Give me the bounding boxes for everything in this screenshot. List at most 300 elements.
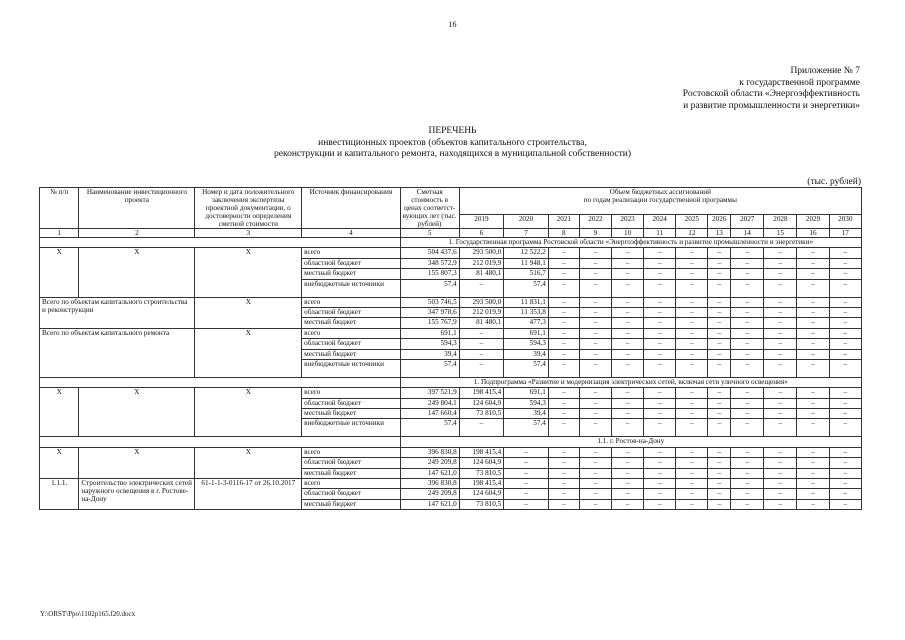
- funding-source-cell: всего: [302, 248, 400, 258]
- year-empty-cell: –: [797, 409, 829, 419]
- year-empty-cell: –: [731, 409, 764, 419]
- year-empty-cell: –: [548, 479, 579, 489]
- year-empty-cell: –: [829, 349, 861, 359]
- year-empty-cell: –: [731, 328, 764, 338]
- year-empty-cell: –: [579, 447, 611, 457]
- year-2020-cell: 39,4: [504, 349, 549, 359]
- year-empty-cell: –: [676, 479, 708, 489]
- year-empty-cell: –: [764, 419, 797, 437]
- year-empty-cell: –: [829, 458, 861, 468]
- header-project-name: Наименование инвестиционного проекта: [79, 188, 195, 229]
- year-empty-cell: –: [731, 359, 764, 377]
- year-empty-cell: –: [612, 419, 644, 437]
- year-empty-cell: –: [644, 328, 676, 338]
- year-empty-cell: –: [644, 248, 676, 258]
- year-empty-cell: –: [548, 489, 579, 499]
- year-empty-cell: –: [708, 479, 731, 489]
- cost-cell: 347 978,6: [400, 307, 459, 317]
- year-empty-cell: –: [612, 409, 644, 419]
- year-empty-cell: –: [676, 388, 708, 398]
- year-2020-cell: 691,1: [504, 328, 549, 338]
- year-2020-cell: 11 831,1: [504, 297, 549, 307]
- year-empty-cell: –: [708, 258, 731, 268]
- year-empty-cell: –: [829, 409, 861, 419]
- section-title: 1.1. г. Ростов-на-Дону: [400, 437, 861, 447]
- cost-cell: 57,4: [400, 359, 459, 377]
- appendix-line: Приложение № 7: [790, 66, 860, 76]
- year-empty-cell: –: [731, 458, 764, 468]
- year-empty-cell: –: [548, 258, 579, 268]
- cost-cell: 691,1: [400, 328, 459, 338]
- year-empty-cell: –: [829, 269, 861, 279]
- investment-table: [39, 187, 862, 510]
- year-empty-cell: –: [797, 279, 829, 297]
- project-name-cell: Х: [79, 447, 195, 478]
- year-empty-cell: –: [676, 339, 708, 349]
- year-empty-cell: –: [644, 269, 676, 279]
- year-empty-cell: –: [764, 349, 797, 359]
- cost-cell: 39,4: [400, 349, 459, 359]
- year-empty-cell: –: [797, 339, 829, 349]
- project-name-cell: Всего по объектам капитального строительства и реконструкции: [40, 297, 195, 328]
- table-row: [40, 248, 862, 258]
- row-number-cell: Х: [40, 248, 79, 297]
- year-empty-cell: –: [764, 328, 797, 338]
- year-2020-cell: 594,3: [504, 398, 549, 408]
- cost-cell: 147 660,4: [400, 409, 459, 419]
- year-empty-cell: –: [644, 339, 676, 349]
- cost-cell: 594,3: [400, 339, 459, 349]
- year-empty-cell: –: [708, 499, 731, 509]
- year-empty-cell: –: [548, 248, 579, 258]
- expertise-cell: Х: [195, 447, 302, 478]
- year-empty-cell: –: [764, 258, 797, 268]
- year-empty-cell: –: [676, 458, 708, 468]
- cost-cell: 348 572,9: [400, 258, 459, 268]
- header-year: 2028: [764, 214, 797, 228]
- year-empty-cell: –: [548, 409, 579, 419]
- year-empty-cell: –: [612, 349, 644, 359]
- document-subtitle: [0, 138, 905, 160]
- year-empty-cell: –: [708, 398, 731, 408]
- header-year: 2030: [829, 214, 861, 228]
- year-empty-cell: –: [708, 279, 731, 297]
- header-year: 2021: [548, 214, 579, 228]
- funding-source-cell: местный бюджет: [302, 499, 400, 509]
- year-empty-cell: –: [708, 359, 731, 377]
- year-empty-cell: –: [548, 398, 579, 408]
- year-empty-cell: –: [708, 388, 731, 398]
- year-2020-cell: 477,3: [504, 318, 549, 328]
- column-number: 3: [195, 229, 302, 238]
- year-empty-cell: –: [708, 468, 731, 478]
- year-empty-cell: –: [579, 489, 611, 499]
- year-empty-cell: –: [797, 388, 829, 398]
- year-empty-cell: –: [764, 398, 797, 408]
- year-empty-cell: –: [829, 419, 861, 437]
- cost-cell: 249 804,1: [400, 398, 459, 408]
- year-empty-cell: –: [676, 468, 708, 478]
- year-empty-cell: –: [644, 388, 676, 398]
- funding-source-cell: областной бюджет: [302, 398, 400, 408]
- year-empty-cell: –: [797, 328, 829, 338]
- year-empty-cell: –: [731, 468, 764, 478]
- year-empty-cell: –: [797, 359, 829, 377]
- year-empty-cell: –: [676, 499, 708, 509]
- appendix-block: [683, 66, 860, 112]
- column-number: 12: [676, 229, 708, 238]
- year-empty-cell: –: [644, 479, 676, 489]
- table-row: [40, 479, 862, 489]
- year-empty-cell: –: [708, 328, 731, 338]
- year-empty-cell: –: [797, 419, 829, 437]
- year-empty-cell: –: [579, 499, 611, 509]
- year-empty-cell: –: [579, 248, 611, 258]
- year-empty-cell: –: [764, 499, 797, 509]
- expertise-cell: Х: [195, 388, 302, 437]
- year-empty-cell: –: [764, 269, 797, 279]
- year-2019-cell: 124 604,9: [459, 398, 504, 408]
- year-empty-cell: –: [797, 489, 829, 499]
- funding-source-cell: местный бюджет: [302, 468, 400, 478]
- year-empty-cell: –: [612, 388, 644, 398]
- year-empty-cell: –: [708, 297, 731, 307]
- year-empty-cell: –: [579, 468, 611, 478]
- year-2019-cell: –: [459, 359, 504, 377]
- year-empty-cell: –: [612, 269, 644, 279]
- column-number: 16: [797, 229, 829, 238]
- year-empty-cell: –: [829, 279, 861, 297]
- year-empty-cell: –: [764, 307, 797, 317]
- unit-label: (тыс. рублей): [807, 177, 861, 187]
- year-empty-cell: –: [764, 279, 797, 297]
- year-empty-cell: –: [644, 398, 676, 408]
- header-year: 2027: [731, 214, 764, 228]
- funding-source-cell: областной бюджет: [302, 489, 400, 499]
- year-empty-cell: –: [644, 499, 676, 509]
- year-empty-cell: –: [644, 419, 676, 437]
- year-empty-cell: –: [579, 297, 611, 307]
- column-number: 8: [548, 229, 579, 238]
- year-empty-cell: –: [731, 279, 764, 297]
- year-empty-cell: –: [708, 318, 731, 328]
- year-empty-cell: –: [644, 307, 676, 317]
- cost-cell: 503 746,5: [400, 297, 459, 307]
- year-empty-cell: –: [731, 297, 764, 307]
- section-title: 1. Подпрограмма «Развитие и модернизация электрических сетей, включая сети уличного освещения»: [400, 377, 861, 387]
- year-2019-cell: –: [459, 328, 504, 338]
- appendix-line: Ростовской области «Энергоэффективность: [682, 89, 860, 99]
- year-empty-cell: –: [797, 398, 829, 408]
- cost-cell: 397 521,9: [400, 388, 459, 398]
- year-empty-cell: –: [708, 419, 731, 437]
- year-empty-cell: –: [764, 248, 797, 258]
- project-name-cell: Всего по объектам капитального ремонта: [40, 328, 195, 377]
- year-empty-cell: –: [829, 479, 861, 489]
- row-number-cell: 1.1.1.: [40, 479, 79, 510]
- header-year: 2029: [797, 214, 829, 228]
- year-empty-cell: –: [676, 419, 708, 437]
- year-empty-cell: –: [708, 349, 731, 359]
- year-2019-cell: 198 415,4: [459, 388, 504, 398]
- document-heading: ПЕРЕЧЕНЬ: [428, 126, 477, 136]
- funding-source-cell: всего: [302, 388, 400, 398]
- year-empty-cell: –: [612, 447, 644, 457]
- year-empty-cell: –: [829, 489, 861, 499]
- section-spacer: [40, 377, 401, 387]
- header-budget-group: [459, 188, 861, 215]
- year-empty-cell: –: [612, 258, 644, 268]
- year-empty-cell: –: [731, 419, 764, 437]
- year-empty-cell: –: [708, 248, 731, 258]
- year-empty-cell: –: [612, 307, 644, 317]
- cost-cell: 147 621,0: [400, 499, 459, 509]
- row-number-cell: Х: [40, 388, 79, 437]
- year-empty-cell: –: [612, 328, 644, 338]
- year-2019-cell: 212 019,9: [459, 307, 504, 317]
- year-empty-cell: –: [829, 447, 861, 457]
- year-empty-cell: –: [829, 318, 861, 328]
- cost-cell: 396 830,8: [400, 447, 459, 457]
- year-empty-cell: –: [829, 248, 861, 258]
- column-number: 7: [504, 229, 549, 238]
- year-2020-cell: –: [504, 499, 549, 509]
- year-empty-cell: –: [764, 388, 797, 398]
- year-2019-cell: –: [459, 339, 504, 349]
- header-year: 2025: [676, 214, 708, 228]
- funding-source-cell: местный бюджет: [302, 349, 400, 359]
- year-2020-cell: 594,3: [504, 339, 549, 349]
- year-empty-cell: –: [644, 297, 676, 307]
- year-empty-cell: –: [548, 458, 579, 468]
- funding-source-cell: местный бюджет: [302, 409, 400, 419]
- header-year: 2022: [579, 214, 611, 228]
- year-2020-cell: 57,4: [504, 359, 549, 377]
- year-empty-cell: –: [644, 447, 676, 457]
- section-row: [40, 377, 862, 387]
- column-number: 1: [40, 229, 79, 238]
- year-empty-cell: –: [797, 258, 829, 268]
- year-empty-cell: –: [676, 297, 708, 307]
- year-empty-cell: –: [548, 388, 579, 398]
- year-empty-cell: –: [764, 458, 797, 468]
- appendix-line: к государственной программе: [739, 77, 860, 88]
- year-empty-cell: –: [612, 279, 644, 297]
- year-2019-cell: 198 415,4: [459, 447, 504, 457]
- expertise-cell: Х: [195, 297, 302, 328]
- year-empty-cell: –: [676, 279, 708, 297]
- header-number: № п/п: [40, 188, 79, 229]
- year-empty-cell: –: [644, 489, 676, 499]
- year-2019-cell: 73 810,5: [459, 409, 504, 419]
- funding-source-cell: всего: [302, 297, 400, 307]
- funding-source-cell: областной бюджет: [302, 458, 400, 468]
- year-2020-cell: –: [504, 447, 549, 457]
- year-2020-cell: 11 353,8: [504, 307, 549, 317]
- year-empty-cell: –: [579, 388, 611, 398]
- year-empty-cell: –: [548, 419, 579, 437]
- year-empty-cell: –: [579, 307, 611, 317]
- year-empty-cell: –: [731, 258, 764, 268]
- year-empty-cell: –: [797, 447, 829, 457]
- year-empty-cell: –: [612, 318, 644, 328]
- year-empty-cell: –: [764, 489, 797, 499]
- header-year: 2024: [644, 214, 676, 228]
- funding-source-cell: местный бюджет: [302, 318, 400, 328]
- funding-source-cell: областной бюджет: [302, 307, 400, 317]
- year-empty-cell: –: [644, 409, 676, 419]
- table-row: [40, 388, 862, 398]
- file-path: Y:\ORST\Ppo\1102p165.f20.docx: [40, 610, 136, 618]
- year-empty-cell: –: [676, 318, 708, 328]
- year-2019-cell: 81 480,1: [459, 269, 504, 279]
- section-row: [40, 437, 862, 447]
- column-number: 13: [708, 229, 731, 238]
- year-2019-cell: 293 500,0: [459, 297, 504, 307]
- year-empty-cell: –: [829, 307, 861, 317]
- year-empty-cell: –: [676, 489, 708, 499]
- year-empty-cell: –: [676, 258, 708, 268]
- year-2019-cell: 73 810,5: [459, 499, 504, 509]
- year-empty-cell: –: [676, 349, 708, 359]
- header-year: 2019: [459, 214, 504, 228]
- section-spacer: [40, 437, 401, 447]
- year-2020-cell: –: [504, 479, 549, 489]
- section-spacer: [40, 238, 401, 248]
- year-empty-cell: –: [731, 307, 764, 317]
- subtitle-line: инвестиционных проектов (объектов капитального строительства,: [318, 138, 587, 148]
- year-2019-cell: 212 019,9: [459, 258, 504, 268]
- year-empty-cell: –: [612, 479, 644, 489]
- cost-cell: 249 209,8: [400, 489, 459, 499]
- funding-source-cell: всего: [302, 328, 400, 338]
- year-empty-cell: –: [676, 398, 708, 408]
- year-empty-cell: –: [797, 468, 829, 478]
- section-row: [40, 238, 862, 248]
- cost-cell: 155 807,3: [400, 269, 459, 279]
- year-2020-cell: 57,4: [504, 419, 549, 437]
- year-empty-cell: –: [676, 409, 708, 419]
- year-empty-cell: –: [548, 307, 579, 317]
- year-empty-cell: –: [797, 499, 829, 509]
- year-empty-cell: –: [797, 349, 829, 359]
- year-empty-cell: –: [579, 479, 611, 489]
- year-2019-cell: –: [459, 349, 504, 359]
- year-empty-cell: –: [548, 468, 579, 478]
- project-name-cell: Х: [79, 388, 195, 437]
- year-2020-cell: 12 522,2: [504, 248, 549, 258]
- year-empty-cell: –: [612, 398, 644, 408]
- year-2019-cell: 124 604,9: [459, 489, 504, 499]
- year-empty-cell: –: [676, 447, 708, 457]
- year-empty-cell: –: [731, 248, 764, 258]
- year-empty-cell: –: [731, 398, 764, 408]
- year-empty-cell: –: [612, 458, 644, 468]
- year-empty-cell: –: [579, 419, 611, 437]
- column-number: 11: [644, 229, 676, 238]
- funding-source-cell: внебюджетные источники: [302, 279, 400, 297]
- year-empty-cell: –: [612, 248, 644, 258]
- year-empty-cell: –: [829, 499, 861, 509]
- year-empty-cell: –: [579, 359, 611, 377]
- expertise-cell: Х: [195, 328, 302, 377]
- year-empty-cell: –: [708, 269, 731, 279]
- year-empty-cell: –: [797, 248, 829, 258]
- year-empty-cell: –: [764, 297, 797, 307]
- year-empty-cell: –: [612, 489, 644, 499]
- column-number: 14: [731, 229, 764, 238]
- year-empty-cell: –: [731, 388, 764, 398]
- year-empty-cell: –: [579, 339, 611, 349]
- column-number: 4: [302, 229, 400, 238]
- year-empty-cell: –: [548, 269, 579, 279]
- year-empty-cell: –: [548, 339, 579, 349]
- column-number: 6: [459, 229, 504, 238]
- year-2019-cell: 73 810,5: [459, 468, 504, 478]
- year-empty-cell: –: [644, 458, 676, 468]
- header-funding-source: Источник финансирования: [302, 188, 400, 229]
- year-empty-cell: –: [612, 499, 644, 509]
- cost-cell: 504 437,6: [400, 248, 459, 258]
- year-empty-cell: –: [579, 398, 611, 408]
- year-2019-cell: 124 604,9: [459, 458, 504, 468]
- year-empty-cell: –: [764, 339, 797, 349]
- year-empty-cell: –: [731, 269, 764, 279]
- year-empty-cell: –: [731, 479, 764, 489]
- year-empty-cell: –: [731, 499, 764, 509]
- year-empty-cell: –: [612, 339, 644, 349]
- column-number: 2: [79, 229, 195, 238]
- year-empty-cell: –: [797, 297, 829, 307]
- year-empty-cell: –: [829, 388, 861, 398]
- year-empty-cell: –: [644, 349, 676, 359]
- year-empty-cell: –: [764, 447, 797, 457]
- year-2019-cell: –: [459, 419, 504, 437]
- year-empty-cell: –: [612, 468, 644, 478]
- header-expertise: Номер и дата положительного заключения экспертизы проектной документации, о достоверности определения сметной стоимости: [195, 188, 302, 229]
- project-name-cell: Строительство электрических сетей наружного освещения в г. Ростове-на-Дону: [79, 479, 195, 510]
- year-empty-cell: –: [548, 318, 579, 328]
- year-empty-cell: –: [731, 489, 764, 499]
- table-row: [40, 297, 862, 307]
- year-2020-cell: 11 948,1: [504, 258, 549, 268]
- funding-source-cell: внебюджетные источники: [302, 359, 400, 377]
- year-empty-cell: –: [797, 318, 829, 328]
- year-empty-cell: –: [548, 297, 579, 307]
- year-empty-cell: –: [708, 447, 731, 457]
- project-name-cell: Х: [79, 248, 195, 297]
- year-empty-cell: –: [731, 349, 764, 359]
- year-empty-cell: –: [548, 359, 579, 377]
- header-year: 2023: [612, 214, 644, 228]
- year-empty-cell: –: [764, 468, 797, 478]
- year-2019-cell: –: [459, 279, 504, 297]
- column-number: 9: [579, 229, 611, 238]
- year-empty-cell: –: [829, 297, 861, 307]
- year-empty-cell: –: [829, 328, 861, 338]
- year-empty-cell: –: [829, 468, 861, 478]
- year-empty-cell: –: [579, 318, 611, 328]
- year-empty-cell: –: [829, 398, 861, 408]
- year-empty-cell: –: [764, 359, 797, 377]
- year-empty-cell: –: [548, 349, 579, 359]
- table-row: [40, 328, 862, 338]
- year-empty-cell: –: [731, 447, 764, 457]
- year-empty-cell: –: [644, 359, 676, 377]
- year-empty-cell: –: [676, 359, 708, 377]
- cost-cell: 249 209,8: [400, 458, 459, 468]
- header-estimated-cost: Сметная стоимость в ценах соответст-вующих лет (тыс. рублей): [400, 188, 459, 229]
